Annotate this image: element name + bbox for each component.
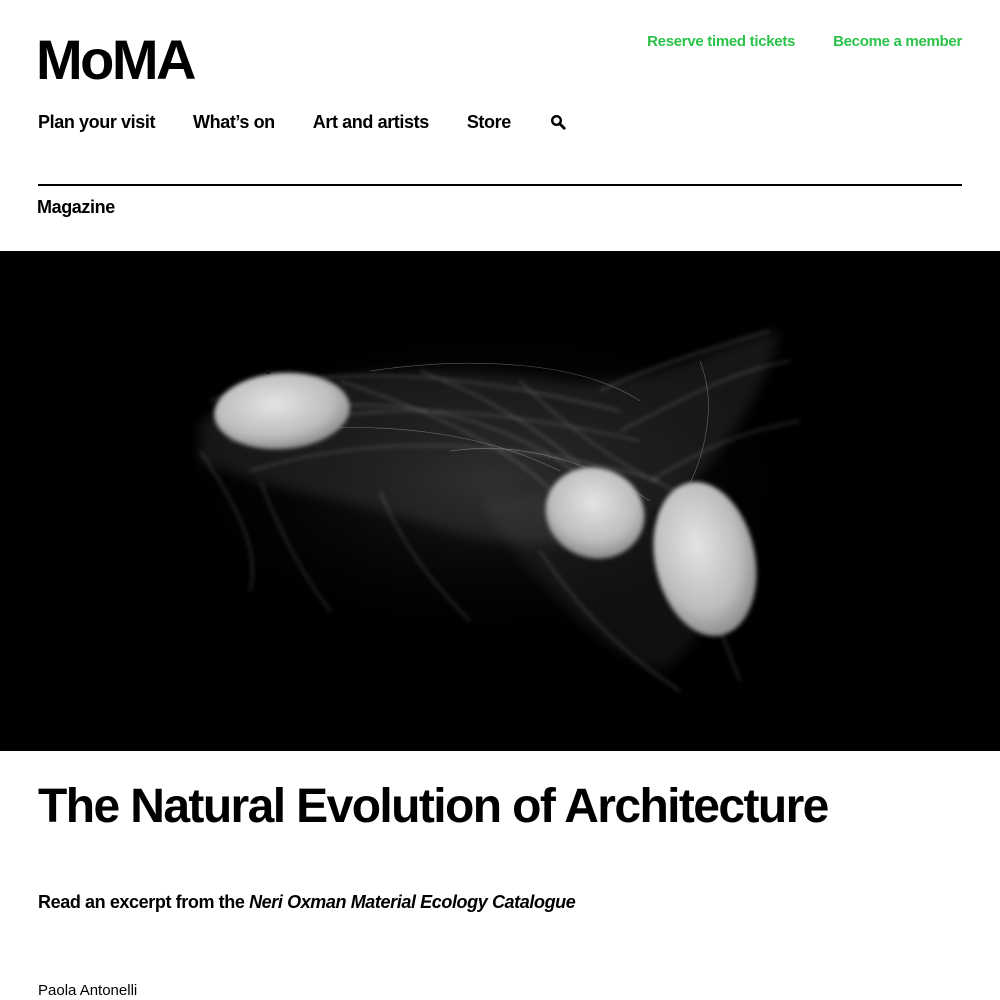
section-label-magazine[interactable]: Magazine — [37, 197, 115, 217]
reserve-tickets-link[interactable]: Reserve timed tickets — [647, 33, 796, 50]
nav-plan-your-visit[interactable]: Plan your visit — [38, 112, 156, 132]
search-icon — [550, 114, 566, 130]
nav-store[interactable]: Store — [466, 112, 511, 132]
moma-logo[interactable]: MoMA — [36, 28, 194, 91]
article-author[interactable]: Paola Antonelli — [38, 982, 138, 999]
nav-art-and-artists[interactable]: Art and artists — [312, 112, 429, 132]
subtitle-catalogue-title: Neri Oxman Material Ecology Catalogue — [249, 892, 576, 912]
utility-links — [647, 32, 962, 52]
header-divider — [38, 184, 962, 186]
article-title: The Natural Evolution of Architecture — [38, 780, 828, 833]
silkworm-cocoon-image — [0, 251, 1000, 751]
nav-whats-on[interactable]: What’s on — [193, 112, 275, 132]
search-button[interactable] — [549, 113, 567, 131]
article-subtitle — [38, 890, 575, 914]
main-nav — [38, 110, 567, 134]
subtitle-prefix: Read an excerpt from the — [38, 892, 250, 912]
hero-image — [0, 251, 1000, 751]
become-member-link[interactable]: Become a member — [833, 33, 962, 50]
